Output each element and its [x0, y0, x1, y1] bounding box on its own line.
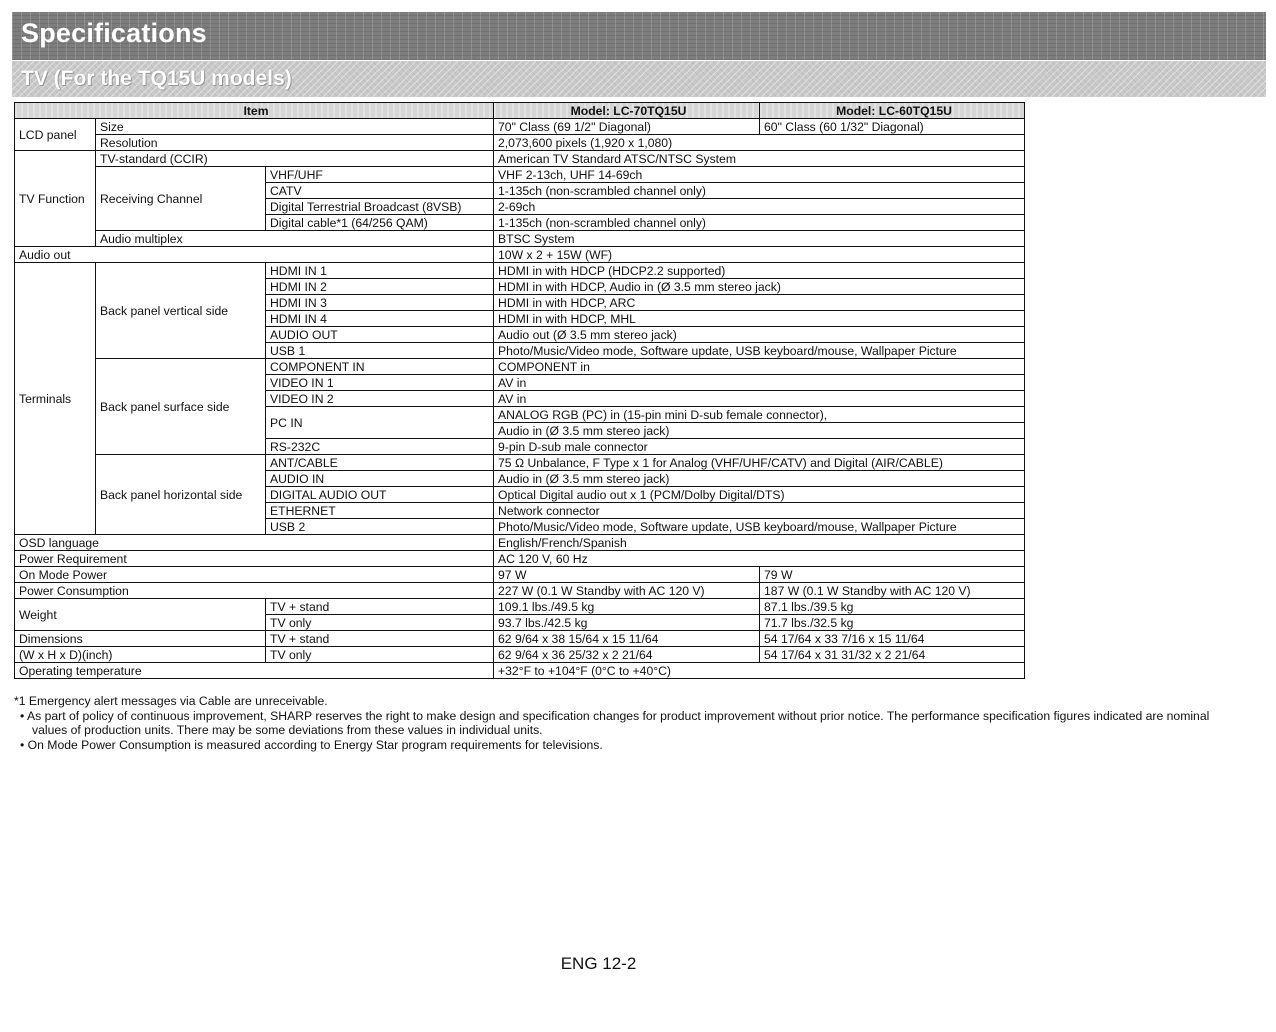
cell-value: ANALOG RGB (PC) in (15-pin mini D-sub female connector),: [494, 407, 1025, 423]
cell-value-b: 54 17/64 x 33 7/16 x 15 11/64: [760, 631, 1025, 647]
row-label: Power Requirement: [15, 551, 494, 567]
row-label: On Mode Power: [15, 567, 494, 583]
cell-value: Audio in (Ø 3.5 mm stereo jack): [494, 423, 1025, 439]
cell-value-b: 187 W (0.1 W Standby with AC 120 V): [760, 583, 1025, 599]
table-row: [15, 455, 1025, 471]
page-title: Specifications: [21, 18, 207, 48]
group-terminals: Terminals: [15, 263, 96, 535]
group-dimensions-units: (W x H x D)(inch): [15, 647, 266, 663]
table-header-row: [15, 103, 1025, 119]
row-label: Digital cable*1 (64/256 QAM): [266, 215, 494, 231]
note-bullet: • On Mode Power Consumption is measured according to Energy Star program requirements for televisions.: [20, 737, 603, 752]
table-row: [15, 119, 1025, 135]
subgroup-surface-side: Back panel surface side: [96, 359, 266, 455]
cell-value-b: 87.1 lbs./39.5 kg: [760, 599, 1025, 615]
row-label: RS-232C: [266, 439, 494, 455]
cell-value: AC 120 V, 60 Hz: [494, 551, 1025, 567]
cell-value-b: 54 17/64 x 31 31/32 x 2 21/64: [760, 647, 1025, 663]
cell-value: 1-135ch (non-scrambled channel only): [494, 215, 1025, 231]
table-row: [15, 647, 1025, 663]
cell-value-a: 97 W: [494, 567, 760, 583]
row-label: TV-standard (CCIR): [96, 151, 494, 167]
notes-section: [14, 694, 1234, 752]
table-row: [15, 551, 1025, 567]
row-label: Audio out: [15, 247, 494, 263]
cell-value: Audio in (Ø 3.5 mm stereo jack): [494, 471, 1025, 487]
cell-value: Photo/Music/Video mode, Software update, USB keyboard/mouse, Wallpaper Picture: [494, 519, 1025, 535]
row-label: Operating temperature: [15, 663, 494, 679]
cell-value: HDMI in with HDCP, MHL: [494, 311, 1025, 327]
page-number: ENG 12-2: [560, 954, 637, 973]
cell-value-a: 109.1 lbs./49.5 kg: [494, 599, 760, 615]
table-row: [15, 535, 1025, 551]
cell-value: COMPONENT in: [494, 359, 1025, 375]
title-banner: [12, 12, 1266, 60]
row-label: HDMI IN 3: [266, 295, 494, 311]
note-bullet: • As part of policy of continuous improvement, SHARP reserves the right to make design and specification changes for product improvement without prior notice. The performance specification figures indicated are nominal values of production units. There may be some deviations from these values in individual units.: [20, 708, 1210, 737]
cell-value: AV in: [494, 391, 1025, 407]
cell-value: 10W x 2 + 15W (WF): [494, 247, 1025, 263]
cell-value: Audio out (Ø 3.5 mm stereo jack): [494, 327, 1025, 343]
group-lcd-panel: LCD panel: [15, 119, 96, 151]
cell-value-b: 71.7 lbs./32.5 kg: [760, 615, 1025, 631]
row-label: ANT/CABLE: [266, 455, 494, 471]
table-row: [15, 359, 1025, 375]
table-row: [15, 135, 1025, 151]
group-weight: Weight: [15, 599, 266, 631]
table-row: [15, 663, 1025, 679]
subgroup-horizontal-side: Back panel horizontal side: [96, 455, 266, 535]
table-row: [15, 247, 1025, 263]
row-label: Digital Terrestrial Broadcast (8VSB): [266, 199, 494, 215]
table-row: [15, 567, 1025, 583]
row-label: AUDIO OUT: [266, 327, 494, 343]
row-label: USB 1: [266, 343, 494, 359]
row-label: TV only: [266, 615, 494, 631]
subtitle-banner: [12, 61, 1266, 97]
cell-value-a: 93.7 lbs./42.5 kg: [494, 615, 760, 631]
cell-value: 1-135ch (non-scrambled channel only): [494, 183, 1025, 199]
row-label: TV only: [266, 647, 494, 663]
table-row: [15, 631, 1025, 647]
row-label: HDMI IN 4: [266, 311, 494, 327]
group-tv-function: TV Function: [15, 151, 96, 247]
row-label: Size: [96, 119, 494, 135]
cell-value: English/French/Spanish: [494, 535, 1025, 551]
row-label: HDMI IN 1: [266, 263, 494, 279]
row-label: PC IN: [266, 407, 494, 439]
cell-value: Optical Digital audio out x 1 (PCM/Dolby Digital/DTS): [494, 487, 1025, 503]
cell-value-b: 60" Class (60 1/32" Diagonal): [760, 119, 1025, 135]
row-label: COMPONENT IN: [266, 359, 494, 375]
cell-value-a: 62 9/64 x 36 25/32 x 2 21/64: [494, 647, 760, 663]
header-item: Item: [15, 103, 494, 119]
subgroup-vertical-side: Back panel vertical side: [96, 263, 266, 359]
row-label: AUDIO IN: [266, 471, 494, 487]
cell-value: 2,073,600 pixels (1,920 x 1,080): [494, 135, 1025, 151]
cell-value: 9-pin D-sub male connector: [494, 439, 1025, 455]
row-label: HDMI IN 2: [266, 279, 494, 295]
cell-value: 75 Ω Unbalance, F Type x 1 for Analog (VHF/UHF/CATV) and Digital (AIR/CABLE): [494, 455, 1025, 471]
cell-value: HDMI in with HDCP (HDCP2.2 supported): [494, 263, 1025, 279]
row-label: USB 2: [266, 519, 494, 535]
row-label: VIDEO IN 2: [266, 391, 494, 407]
table-row: [15, 583, 1025, 599]
row-label: Resolution: [96, 135, 494, 151]
group-dimensions: Dimensions: [15, 631, 266, 647]
cell-value-b: 79 W: [760, 567, 1025, 583]
row-label: VHF/UHF: [266, 167, 494, 183]
header-model-a: Model: LC-70TQ15U: [494, 103, 760, 119]
cell-value: 2-69ch: [494, 199, 1025, 215]
row-label: VIDEO IN 1: [266, 375, 494, 391]
cell-value: VHF 2-13ch, UHF 14-69ch: [494, 167, 1025, 183]
specifications-table: [14, 102, 1025, 679]
header-model-b: Model: LC-60TQ15U: [760, 103, 1025, 119]
row-label: ETHERNET: [266, 503, 494, 519]
row-label: DIGITAL AUDIO OUT: [266, 487, 494, 503]
cell-value-a: 70" Class (69 1/2" Diagonal): [494, 119, 760, 135]
cell-value-a: 227 W (0.1 W Standby with AC 120 V): [494, 583, 760, 599]
row-label: TV + stand: [266, 599, 494, 615]
cell-value: AV in: [494, 375, 1025, 391]
cell-value: +32°F to +104°F (0°C to +40°C): [494, 663, 1025, 679]
row-label: OSD language: [15, 535, 494, 551]
cell-value: American TV Standard ATSC/NTSC System: [494, 151, 1025, 167]
table-row: [15, 167, 1025, 183]
table-row: [15, 263, 1025, 279]
cell-value: Network connector: [494, 503, 1025, 519]
cell-value: HDMI in with HDCP, Audio in (Ø 3.5 mm stereo jack): [494, 279, 1025, 295]
table-row: [15, 231, 1025, 247]
cell-value: BTSC System: [494, 231, 1025, 247]
subgroup-receiving-channel: Receiving Channel: [96, 167, 266, 231]
row-label: Power Consumption: [15, 583, 494, 599]
row-label: TV + stand: [266, 631, 494, 647]
section-subtitle: TV (For the TQ15U models): [21, 67, 292, 90]
row-label: CATV: [266, 183, 494, 199]
row-label: Audio multiplex: [96, 231, 494, 247]
footnote: *1 Emergency alert messages via Cable are unreceivable.: [14, 694, 328, 708]
cell-value: Photo/Music/Video mode, Software update, USB keyboard/mouse, Wallpaper Picture: [494, 343, 1025, 359]
table-row: [15, 599, 1025, 615]
cell-value-a: 62 9/64 x 38 15/64 x 15 11/64: [494, 631, 760, 647]
table-row: [15, 151, 1025, 167]
cell-value: HDMI in with HDCP, ARC: [494, 295, 1025, 311]
